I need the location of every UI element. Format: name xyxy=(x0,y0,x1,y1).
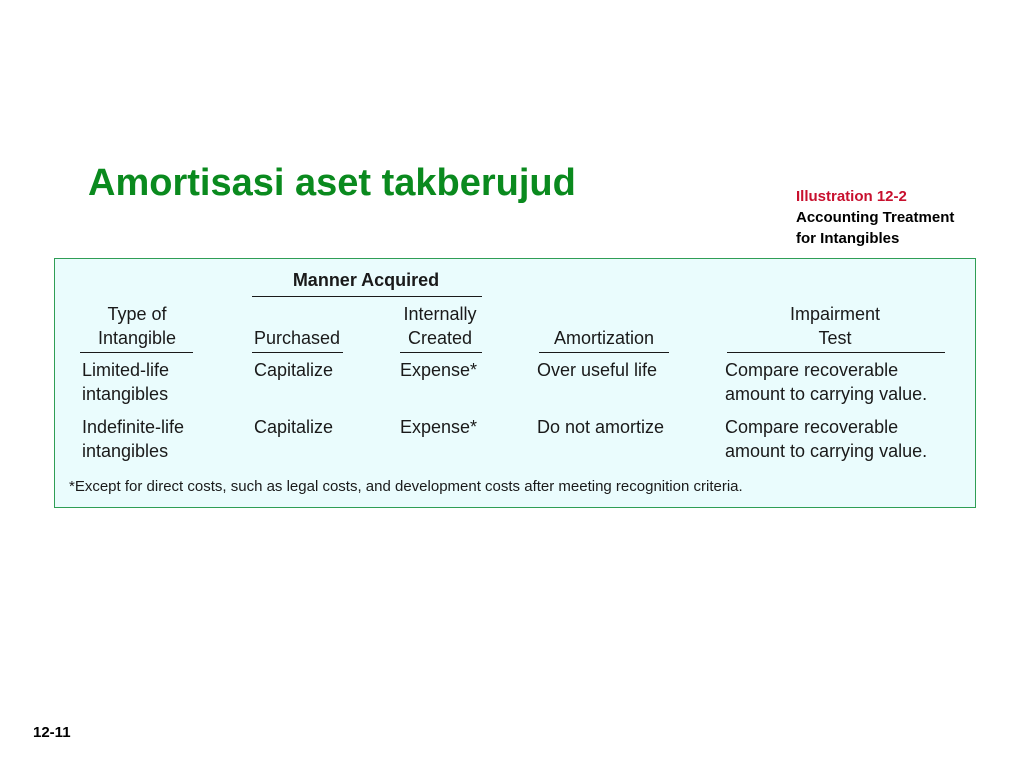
header-internally-line1: Internally xyxy=(403,304,477,324)
row2-internally: Expense* xyxy=(400,417,478,437)
header-impairment-line2: Test xyxy=(818,328,852,348)
header-rule-type xyxy=(80,352,193,353)
row1-impairment-line1: Compare recoverable xyxy=(725,360,899,380)
header-rule-impairment xyxy=(727,352,945,353)
row2-purchased: Capitalize xyxy=(254,417,334,437)
header-purchased: Purchased xyxy=(253,328,341,348)
header-rule-amortization xyxy=(539,352,669,353)
illustration-caption-line1: Accounting Treatment xyxy=(796,209,955,226)
row1-amortization: Over useful life xyxy=(537,360,658,380)
header-impairment-line1: Impairment xyxy=(789,304,881,324)
header-type-line2: Intangible xyxy=(97,328,177,348)
page-number: 12-11 xyxy=(33,724,71,741)
row1-purchased: Capitalize xyxy=(254,360,334,380)
row2-amortization: Do not amortize xyxy=(537,417,665,437)
row1-type-line1: Limited-life xyxy=(82,360,170,380)
row2-type-line1: Indefinite-life xyxy=(82,417,185,437)
header-type-line1: Type of xyxy=(107,304,167,324)
illustration-caption xyxy=(796,186,954,249)
table-footnote: *Except for direct costs, such as legal costs, and development costs after meeting recognition criteria. xyxy=(69,478,743,495)
slide-title: Amortisasi aset takberujud xyxy=(88,162,576,204)
header-rule-internally xyxy=(400,352,482,353)
illustration-caption-line2: for Intangibles xyxy=(796,230,900,247)
row2-impairment-line2: amount to carrying value. xyxy=(725,441,928,461)
header-rule-purchased xyxy=(252,352,343,353)
manner-acquired-header: Manner Acquired xyxy=(292,270,440,290)
manner-acquired-rule xyxy=(252,296,482,297)
row1-internally: Expense* xyxy=(400,360,478,380)
header-internally-line2: Created xyxy=(407,328,473,348)
row1-type-line2: intangibles xyxy=(82,384,169,404)
illustration-number: Illustration 12-2 xyxy=(796,188,907,205)
intangibles-table-panel xyxy=(54,258,976,508)
row1-impairment-line2: amount to carrying value. xyxy=(725,384,928,404)
row2-type-line2: intangibles xyxy=(82,441,169,461)
header-amortization: Amortization xyxy=(553,328,655,348)
row2-impairment-line1: Compare recoverable xyxy=(725,417,899,437)
